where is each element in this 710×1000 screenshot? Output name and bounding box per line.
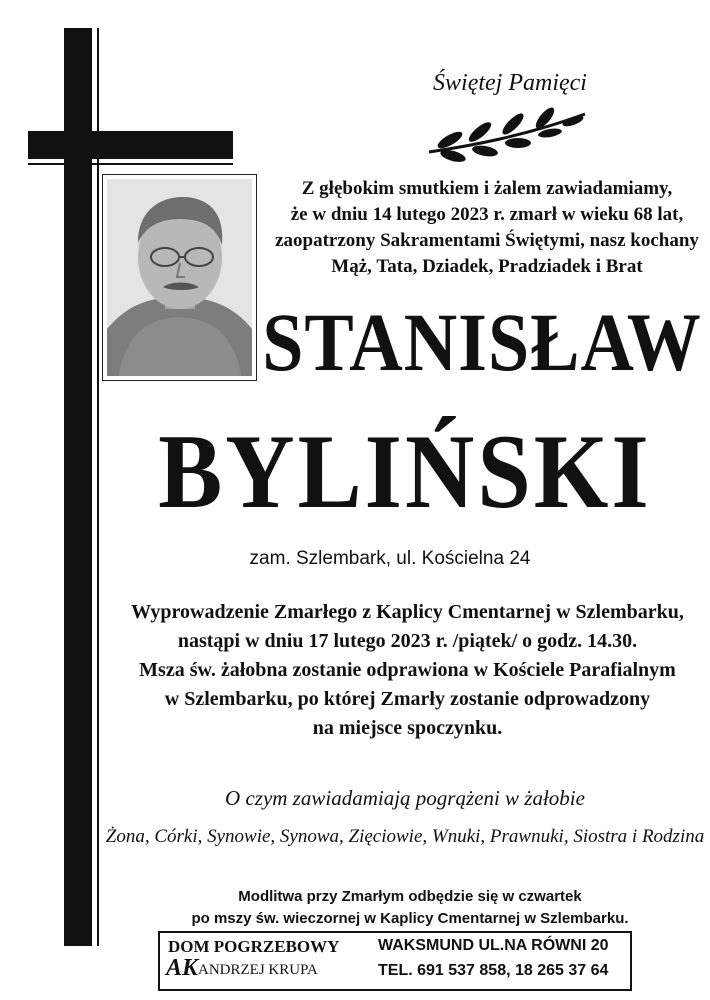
funeral-line: na miejsce spoczynku.: [312, 717, 503, 739]
announcement-line: Mąż, Tata, Dziadek, Pradziadek i Brat: [331, 256, 643, 277]
mourners-intro: O czym zawiadamiają pogrążeni w żałobie: [225, 786, 585, 810]
announcement-line: zaopatrzony Sakramentami Świętymi, nasz kochany: [275, 230, 699, 251]
prayer-line: Modlitwa przy Zmarłym odbędzie się w czwartek: [238, 888, 582, 905]
announcement-line: że w dniu 14 lutego 2023 r. zmarł w wieku 68 lat,: [290, 204, 684, 225]
prayer-line: po mszy św. wieczornej w Kaplicy Cmentarnej w Szlembarku.: [191, 910, 629, 927]
announcement-line: Z głębokim smutkiem i żalem zawiadamiamy,: [301, 178, 673, 199]
funeral-home-owner: ANDRZEJ KRUPA: [198, 962, 318, 978]
deceased-last-name: BYLIŃSKI: [158, 412, 652, 530]
funeral-line: Msza św. żałobna zostanie odprawiona w Kościele Parafialnym: [139, 659, 676, 681]
funeral-home-phone: TEL. 691 537 858, 18 265 37 64: [378, 962, 609, 979]
portrait-photo: [102, 174, 257, 381]
cross-vertical-beam: [64, 28, 92, 946]
prayer-note: [130, 886, 690, 930]
funeral-line: Wyprowadzenie Zmarłego z Kaplicy Cmentarnej w Szlembarku,: [131, 601, 684, 623]
funeral-line: nastąpi w dniu 17 lutego 2023 r. /piątek/ o godz. 14.30.: [177, 630, 638, 652]
funeral-home-name: DOM POGRZEBOWY: [168, 937, 340, 956]
funeral-details: [100, 598, 710, 743]
funeral-home-logo: AK: [166, 955, 199, 981]
cross-horizontal-line: [28, 163, 233, 165]
announcement-text: [272, 176, 702, 280]
deceased-first-name: STANISŁAW: [262, 297, 702, 389]
deceased-address: zam. Szlembark, ul. Kościelna 24: [249, 548, 531, 569]
portrait-image: [107, 179, 252, 376]
cross-vertical-line: [97, 28, 99, 946]
funeral-home-address: WAKSMUND UL.NA RÓWNI 20: [378, 937, 609, 954]
cross-horizontal-beam: [28, 131, 233, 159]
mourners-family: Żona, Córki, Synowie, Synowa, Zięciowie, Wnuki, Prawnuki, Siostra i Rodzina: [105, 826, 705, 847]
memorial-heading: Świętej Pamięci: [433, 70, 587, 96]
leaf-branch-icon: [425, 106, 590, 162]
funeral-line: w Szlembarku, po której Zmarły zostanie odprowadzony: [164, 688, 651, 710]
